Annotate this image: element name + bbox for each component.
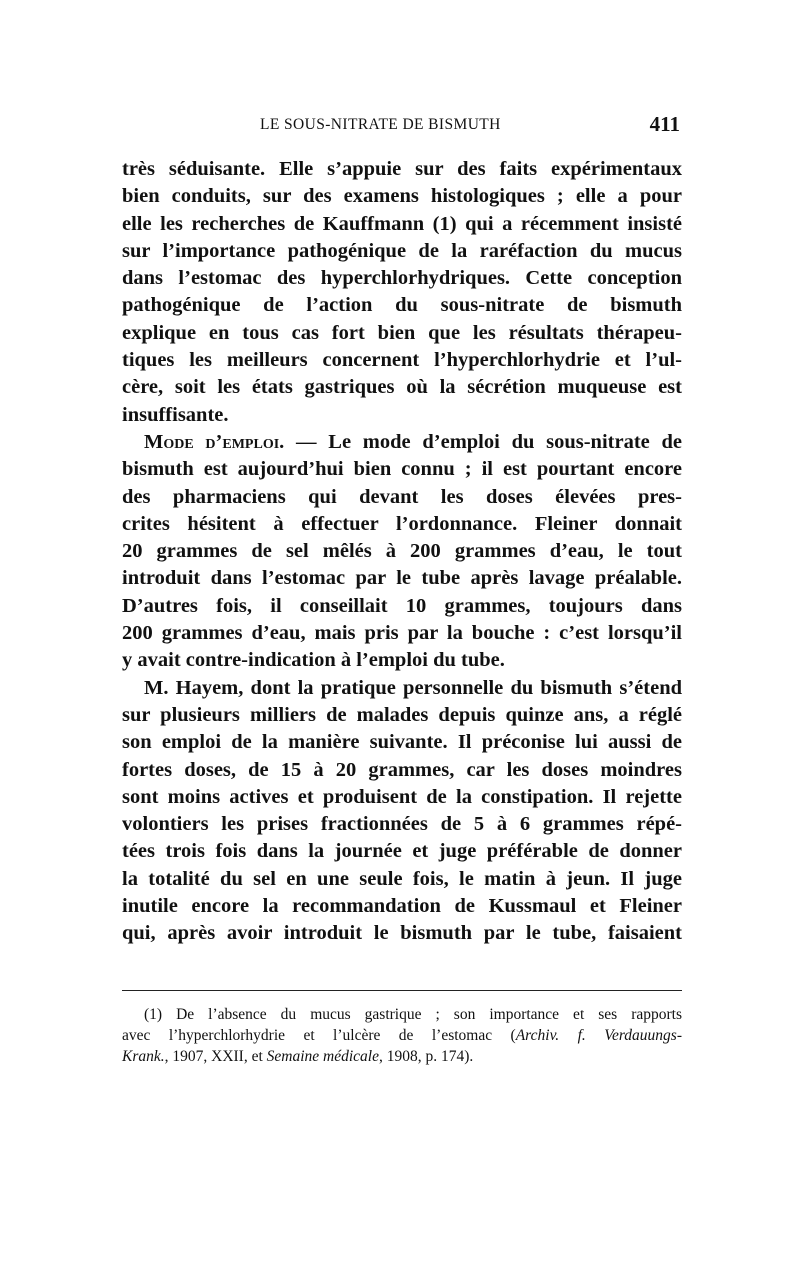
- text-line: insuffisante.: [122, 403, 229, 426]
- text-line: inutile encore la recommandation de Kussmaul et Fleiner: [122, 895, 682, 918]
- page-number: 411: [649, 112, 680, 136]
- text-line: pathogénique de l’action du sous-nitrate de bismuth: [122, 294, 682, 317]
- text-line: 20 grammes de sel mêlés à 200 grammes d’eau, le tout: [122, 540, 682, 563]
- text-fragment: , 1908, p. 174).: [379, 1048, 474, 1065]
- text-line: sur l’importance pathogénique de la raréfaction du mucus: [122, 239, 682, 262]
- text-line: bien conduits, sur des examens histologiques ; elle a pour: [122, 185, 682, 208]
- text-fragment: avec l’hyperchlorhydrie et l’ulcère de l’estomac (: [122, 1027, 516, 1044]
- text-fragment: — Le mode d’emploi du sous-nitrate de: [296, 430, 682, 453]
- footnote: [122, 1004, 682, 1067]
- text-line: son emploi de la manière suivante. Il préconise lui aussi de: [122, 731, 682, 754]
- text-line: introduit dans l’estomac par le tube après lavage préalable.: [122, 567, 682, 590]
- text-line: bismuth est aujourd’hui bien connu ; il est pourtant encore: [122, 458, 682, 481]
- text-line: 200 grammes d’eau, mais pris par la bouche : c’est lorsqu’il: [122, 622, 682, 645]
- text-line: qui, après avoir introduit le bismuth par le tube, faisaient: [122, 922, 682, 945]
- section-heading: Mode d’emploi.: [144, 430, 285, 453]
- running-header: [122, 112, 682, 142]
- paragraph-2: [122, 429, 682, 675]
- text-line: cère, soit les états gastriques où la sécrétion muqueuse est: [122, 376, 682, 399]
- text-line: la totalité du sel en une seule fois, le matin à jeun. Il juge: [122, 867, 682, 890]
- text-line: sur plusieurs milliers de malades depuis quinze ans, a réglé: [122, 703, 682, 726]
- text-fragment: , 1907, XXII, et: [164, 1048, 267, 1065]
- text-line: [122, 429, 682, 456]
- footnote-line: [122, 1046, 682, 1067]
- text-line: volontiers les prises fractionnées de 5 à 6 grammes répé-: [122, 813, 682, 836]
- text-line: dans l’estomac des hyperchlorhydriques. Cette conception: [122, 267, 682, 290]
- text-line: crites hésitent à effectuer l’ordonnance. Fleiner donnait: [122, 512, 682, 535]
- paragraph-1: [122, 156, 682, 429]
- journal-title: Krank.: [122, 1048, 165, 1065]
- running-title: LE SOUS-NITRATE DE BISMUTH: [260, 116, 501, 133]
- journal-title: Semaine médicale: [266, 1048, 379, 1065]
- paragraph-3: [122, 675, 682, 948]
- text-line: M. Hayem, dont la pratique personnelle du bismuth s’étend: [144, 676, 682, 699]
- footnote-line: [122, 1025, 682, 1046]
- body-text: [122, 156, 682, 948]
- footnote-divider: [122, 990, 682, 991]
- text-line: tiques les meilleurs concernent l’hyperchlorhydrie et l’ul-: [122, 349, 682, 372]
- footnote-line: (1) De l’absence du mucus gastrique ; son importance et ses rapports: [144, 1006, 682, 1023]
- text-line: fortes doses, de 15 à 20 grammes, car les doses moindres: [122, 758, 682, 781]
- journal-title: Archiv. f. Verdauungs-: [515, 1027, 682, 1044]
- text-line: tées trois fois dans la journée et juge préférable de donner: [122, 840, 682, 863]
- text-line: des pharmaciens qui devant les doses élevées pres-: [122, 485, 682, 508]
- text-line: elle les recherches de Kauffmann (1) qui a récemment insisté: [122, 212, 682, 235]
- text-line: très séduisante. Elle s’appuie sur des faits expérimentaux: [122, 158, 682, 180]
- text-line: y avait contre-indication à l’emploi du tube.: [122, 649, 505, 672]
- text-line: sont moins actives et produisent de la constipation. Il rejette: [122, 785, 682, 808]
- text-line: D’autres fois, il conseillait 10 grammes, toujours dans: [122, 594, 682, 617]
- text-line: explique en tous cas fort bien que les résultats thérapeu-: [122, 321, 682, 344]
